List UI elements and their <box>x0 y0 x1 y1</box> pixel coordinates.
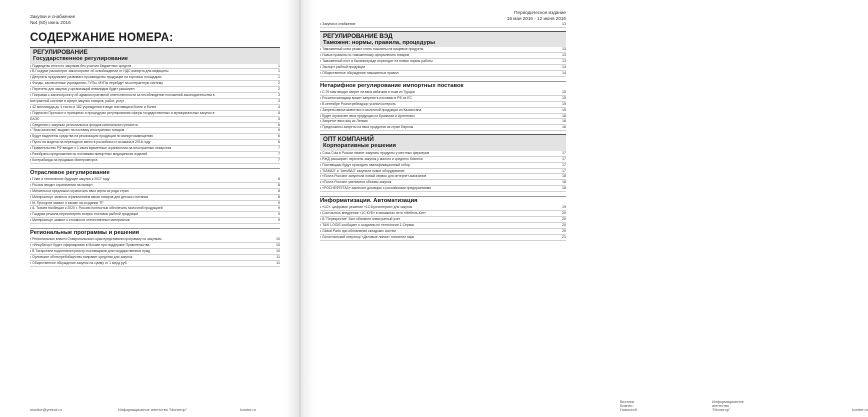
toc-entry-text: • «РОСНЕФТЕГАЗ» заключит договоры с российскими предприятиями <box>320 186 432 191</box>
toc-entry-text: • Минсельхоз предложил ограничить ввоз зерна из ряда стран <box>30 188 129 193</box>
toc-entry-page: 17 <box>562 162 566 167</box>
toc-entry-page: 20 <box>562 222 566 227</box>
toc-entry-page: 9 <box>278 200 280 205</box>
toc-entry-page: 18 <box>562 174 566 179</box>
toc-entry-page: 13 <box>562 47 566 52</box>
toc-entry-page: 9 <box>278 218 280 223</box>
toc-entry-text: • Global Parts при обновлении складских систем <box>320 228 396 233</box>
toc-entry-text: • Пусть на модели на переходное звено в российского госзаказа в 2016 году <box>30 140 151 145</box>
toc-entry-page: 14 <box>562 65 566 70</box>
toc-list <box>30 237 280 267</box>
toc-entry-page: 1 <box>278 63 280 68</box>
toc-entry-page: 13 <box>562 22 566 26</box>
toc-entry-page: 17 <box>562 150 566 155</box>
section-subtitle: Корпоративные решения <box>323 143 396 150</box>
toc-list <box>320 151 566 192</box>
toc-entry-text: • Поправки к законопроекту об административной ответственности за несоблюдение положений законодательства в <box>30 93 215 98</box>
left-running-head <box>30 14 280 26</box>
toc-entry-text: • В сентябре Роспотребнадзор усилил контроль <box>320 101 396 106</box>
toc-entry-text: • Подписан Протокол о принципах и процедурах регулирования сферы государственных и муниципальных закупок в <box>30 110 215 115</box>
right-running-head <box>320 10 566 22</box>
page-title: СОДЕРЖАНИЕ НОМЕРА: <box>30 32 174 44</box>
section-regulation <box>30 47 280 164</box>
subsection-title: Нетарифное регулирование импортных поставок <box>320 81 566 90</box>
section-subtitle: Таможня: нормы, правила, процедуры <box>323 39 436 46</box>
toc-entry-page: 6 <box>278 134 280 139</box>
toc-list <box>320 47 566 77</box>
toc-entry-page: 10 <box>276 237 280 242</box>
toc-entry-text: • Минпромторг занялся ограничением ввоза товаров для детского питания <box>30 194 149 199</box>
toc-entry-page: 16 <box>562 125 566 130</box>
toc-entry-text: • РЖД расширяет перечень закупок у малого и среднего бизнеса <box>320 156 423 161</box>
footer-site: Iconter.ru <box>240 408 256 412</box>
toc-entry-text: • Фонды, заключенные учреждения, ГУПы, МУПы перейдут на контрактную систему <box>30 81 163 86</box>
toc-entry-text: • Сведения о закупках региональных фондов капитального ремонта <box>30 122 138 127</box>
left-runhead-line-2: №4 (50) июнь 2016 <box>30 20 71 25</box>
toc-list <box>30 64 280 164</box>
toc-entry-page: 8 <box>278 182 280 187</box>
toc-entry <box>30 158 280 164</box>
toc-entry-page: 5 <box>278 110 280 115</box>
section-header <box>320 134 566 151</box>
footer-agency: Информационное агентство "Монитор" <box>712 400 744 412</box>
toc-entry <box>30 261 280 267</box>
toc-entry-text: • В "Перекрестке" был обновлен электронный учет <box>320 216 401 221</box>
toc-entry-text: • М. Прохоров заявил о заказе на создание "Ё" <box>30 200 104 205</box>
toc-entry-text: • Coca-Cola в России начнет закупать продукты у местных фермеров <box>320 150 430 155</box>
footer-email: monitor@ynteck.ru <box>30 408 62 412</box>
right-runhead-line-1: Периодическое издание <box>514 10 566 15</box>
toc-entry-text: • "Знак качества" выдают на поставку иностранных товаров <box>30 128 125 133</box>
toc-entry-page: 8 <box>278 188 280 193</box>
subsection-title: Региональные программы и решения <box>30 228 280 237</box>
toc-entry-text: • Состоялось внедрение «1С:КУБ» в магазинах сети «Мебель-Кит» <box>320 211 427 216</box>
toc-entry-page: 6 <box>278 122 280 127</box>
toc-entry-page: 13 <box>562 59 566 64</box>
toc-entry-page: 7 <box>278 146 280 151</box>
toc-entry-text: • Орловское облпотребобщество направит средства для закупок <box>30 254 133 259</box>
toc-entry-text: • Региональные власти Ставропольского края представили программу по закупкам <box>30 237 162 242</box>
toc-entry-text: • Поставщики будут проходить квалификационный отбор <box>320 162 411 167</box>
toc-entry-text: • Экспорт рыбной продукции <box>320 65 366 70</box>
toc-entry-page: 2 <box>278 81 280 86</box>
footer-agency: Информационное агентство "Монитор" <box>118 408 188 412</box>
toc-entry <box>320 235 566 241</box>
toc-list <box>320 90 566 131</box>
toc-entry-text: • Будут выделены средства на реализацию продукции по импортозамещению <box>30 134 154 139</box>
toc-entry-page: 3 <box>278 98 280 103</box>
section-title: ОПТ КОМПАНИЙ <box>323 136 374 144</box>
toc-entry-page: 18 <box>562 180 566 185</box>
section-companies <box>320 134 566 192</box>
toc-entry-text: • Подведены итоги по закупкам без участия бюджетных средств <box>30 63 132 68</box>
toc-list <box>30 177 280 224</box>
toc-entry-text: • 42 миллиарда до 4 тысяч и 182 учреждения в виде поставщика более и более <box>30 104 157 109</box>
right-runhead-line-2: 16 мая 2016 - 12 июня 2016 <box>506 16 566 21</box>
toc-entry-text: • Разобраны предложения по поставкам импортных медицинских изделий <box>30 152 148 157</box>
toc-entry-page: 17 <box>562 156 566 161</box>
toc-entry-text: • А. Ткачев пообещал к 2020 г. Россию полностью обеспечить молочной продукцией <box>30 206 163 211</box>
toc-entry-page: 15 <box>562 89 566 94</box>
toc-entry-text: • TAXI LOGIS сообщает о создании по технологии 1-Сервис <box>320 222 415 227</box>
toc-entry-page: 11 <box>276 254 280 259</box>
section-header <box>30 47 280 64</box>
toc-entry-text: • В Татарстане подготовлен реестр поставщиков для государственных нужд <box>30 248 151 253</box>
toc-entry-text: ЕАЭС <box>30 116 40 121</box>
toc-entry-text: • «Инкубатор» будет сформирован в Москве при поддержке Правительства <box>30 243 150 248</box>
toc-entry-page: 7 <box>278 152 280 157</box>
toc-entry-page: 20 <box>562 211 566 216</box>
section-ved <box>320 31 566 77</box>
toc-entry-page: 13 <box>562 53 566 58</box>
section-title: РЕГУЛИРОВАНИЕ ВЭД <box>323 32 393 40</box>
toc-entry-page: 9 <box>278 212 280 217</box>
toc-entry-text: • "КАМАЗ" и "АвтоВАЗ" закупили новое оборудование <box>320 168 405 173</box>
toc-entry-text: • Общественное обсуждение закупок на сумму от 1 млрд руб. <box>30 260 128 265</box>
toc-entry-page: 4 <box>278 104 280 109</box>
toc-entry <box>320 22 566 28</box>
toc-entry <box>320 125 566 131</box>
toc-entry-text: • Контрабанда на продажах Минпромторга <box>30 158 98 162</box>
toc-entry-page: 20 <box>562 216 566 221</box>
toc-entry-text: контрактной системе в сфере закупок товаров, работ, услуг <box>30 98 125 103</box>
toc-entry-page: 10 <box>276 248 280 253</box>
toc-list <box>320 22 566 28</box>
toc-entry-page: 7 <box>278 158 280 162</box>
toc-entry-text: • Общественное обсуждение таможенных правил <box>320 71 399 76</box>
toc-entry-page: 10 <box>276 243 280 248</box>
toc-entry-page: 15 <box>562 95 566 100</box>
toc-entry-text: • Будет ограничен ввоз продукции из Бразилии и Аргентины <box>320 113 415 118</box>
toc-entry-page: 17 <box>562 168 566 173</box>
toc-entry-text: • Россия вводит ограничения на импорт <box>30 182 93 187</box>
toc-entry-text: • С 29 мая вводят запрет на ввоз кабачков и тыкв из Турции <box>320 89 415 94</box>
toc-entry-text: • «1С»: цифровое решение «1С:Бухгалтерия» для закупок <box>320 205 413 210</box>
toc-entry-page: 5 <box>278 116 280 121</box>
toc-entry-text: • Запретят ввоз яиц из Латвии <box>320 119 368 124</box>
toc-entry-text: • Предложены запреты на ввоз продуктов из стран Европы <box>320 125 414 130</box>
subsection-title: Отраслевое регулирование <box>30 168 280 177</box>
toc-entry-page: 3 <box>278 93 280 98</box>
left-page <box>0 0 300 417</box>
footer-site: Iconter.ru <box>852 408 868 412</box>
toc-entry-page: 16 <box>562 113 566 118</box>
toc-entry-text: • Правительство РФ вводит с 1 июля временные ограничения на иностранные лекарства <box>30 146 172 151</box>
toc-entry-page: 18 <box>562 186 566 191</box>
toc-entry-page: 19 <box>562 205 566 210</box>
toc-entry-text: • Закупки и снабжение <box>320 22 356 26</box>
subsection-title: Информатизация. Автоматизация <box>320 196 566 205</box>
toc-entry-page: 1 <box>278 75 280 80</box>
toc-entry-text: • Запреты ввоза животных и молочной продукции из Казахстана <box>320 107 422 112</box>
toc-entry <box>320 186 566 192</box>
toc-entry-page: 9 <box>278 206 280 211</box>
toc-entry-page: 16 <box>562 119 566 124</box>
toc-entry <box>30 218 280 224</box>
toc-entry-text: • «Почта России» запустила новый сервис для интернет-магазинов <box>320 174 427 179</box>
toc-entry-page: 8 <box>278 194 280 199</box>
section-header <box>320 31 566 48</box>
footer-brand: Вестник Бизнес-Новостей <box>620 400 637 412</box>
right-page <box>300 0 868 417</box>
toc-entry-text: • Таможенный пост в Калининграде переходит на новые нормы работы <box>320 59 433 64</box>
toc-entry-text: • Депутаты предлагают развивать производство продукции на торговых площадках <box>30 75 162 80</box>
toc-entry-page: 15 <box>562 107 566 112</box>
toc-entry-page: 15 <box>562 101 566 106</box>
toc-list <box>320 205 566 240</box>
toc-entry-page: 2 <box>278 87 280 92</box>
toc-entry <box>320 71 566 77</box>
toc-entry-page: 1 <box>278 69 280 74</box>
toc-entry-text: • План и техническое будущее закупок к 2017 году <box>30 176 110 181</box>
toc-entry-text: • Новые правила по таможенному оформлению товаров <box>320 53 410 58</box>
left-runhead-line-1: Закупки и снабжение <box>30 14 76 19</box>
toc-entry-page: 21 <box>562 234 566 239</box>
toc-entry-text: • В Госдуме рассмотрят законопроект об освобождении от НДС импорта для медицины <box>30 69 169 74</box>
toc-entry-text: • Логистический оператор «Деловые линии» пополнил парк <box>320 234 415 239</box>
toc-entry-text: • Госдума решила пересмотреть вопрос поставок рыбной продукции <box>30 212 139 217</box>
toc-entry-text: • Таможенный союз решил снять пошлины на пищевые продукты <box>320 47 424 52</box>
toc-entry-page: 6 <box>278 140 280 145</box>
toc-entry-text: • «Почта России» увеличила объемы закупок <box>320 180 392 185</box>
toc-entry-text: • Россельхознадзор может запретить поставки в РФ из ЕС <box>320 95 412 100</box>
toc-entry-text: • Перечень для закупок у организаций инвалидов будет расширен <box>30 87 135 92</box>
toc-entry-page: 8 <box>278 176 280 181</box>
toc-entry-text: • Минпромторг заявил о стоимости отечественных материалов <box>30 218 130 223</box>
section-title: РЕГУЛИРОВАНИЕ <box>33 49 88 56</box>
toc-entry-page: 11 <box>276 260 280 265</box>
section-subtitle: Государственное регулирование <box>33 56 129 62</box>
toc-entry-page: 14 <box>562 71 566 76</box>
toc-entry-page: 20 <box>562 228 566 233</box>
toc-entry-page: 6 <box>278 128 280 133</box>
